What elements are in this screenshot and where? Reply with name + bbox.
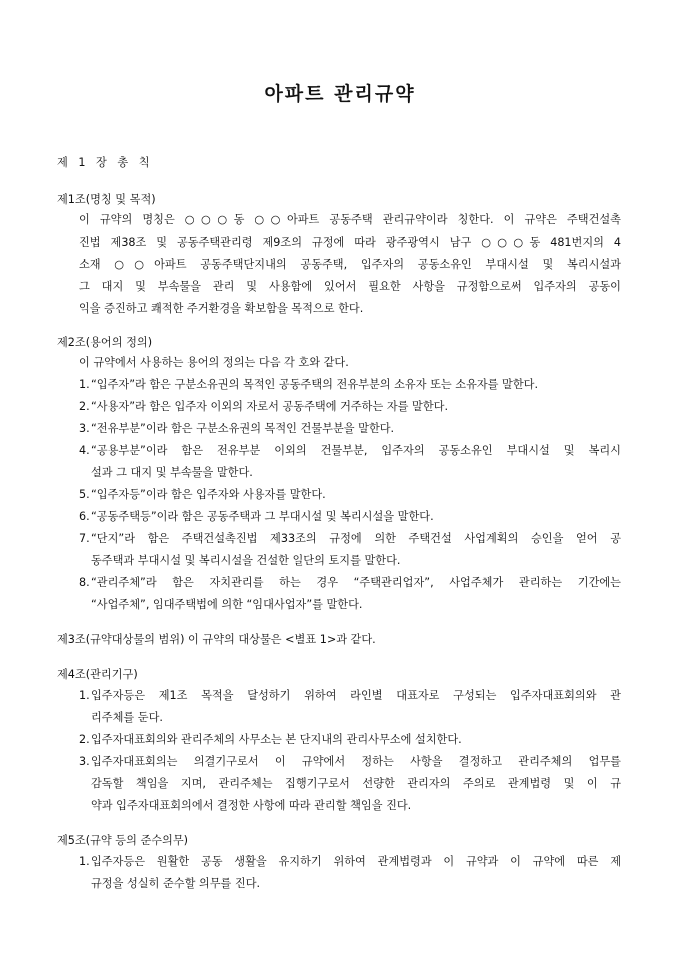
definition-item: “입주자등”이라 함은 입주자와 사용자를 말한다.	[91, 488, 326, 501]
item-number: 3.	[79, 755, 90, 768]
definition-item: “공동주택등”이라 함은 공동주택과 그 부대시설 및 복리시설을 말한다.	[91, 510, 434, 523]
item-number: 2.	[79, 400, 90, 413]
definition-item-continuation: 동주택과 부대시설 및 복리시설을 건설한 일단의 토지를 말한다.	[91, 554, 401, 567]
definition-item: “전유부분”이라 함은 구분소유권의 목적인 건물부분을 말한다.	[91, 422, 395, 435]
article-2-intro: 이 규약에서 사용하는 용어의 정의는 다음 각 호와 같다.	[79, 356, 349, 369]
definition-item: “관리주체”라 함은 자치관리를 하는 경우 “주택관리업자”, 사업주체가 관리하는 기간에는	[91, 576, 621, 589]
chapter-heading: 제 1 장 총 칙	[57, 156, 151, 169]
clause-item-continuation: 리주체를 둔다.	[91, 711, 163, 724]
item-number: 6.	[79, 510, 90, 523]
item-number: 8.	[79, 576, 90, 589]
item-number: 1.	[79, 378, 90, 391]
clause-item-continuation: 규정을 성실히 준수할 의무를 진다.	[91, 877, 261, 890]
item-number: 3.	[79, 422, 90, 435]
item-number: 5.	[79, 488, 90, 501]
definition-item-continuation: “사업주체”, 임대주택법에 의한 “임대사업자”를 말한다.	[91, 598, 363, 611]
definition-item: “공용부분”이라 함은 전유부분 이외의 건물부분, 입주자의 공동소유인 부대시설 및 복리시	[91, 444, 621, 457]
item-number: 4.	[79, 444, 90, 457]
definition-item: “단지”라 함은 주택건설촉진법 제33조의 규정에 의한 주택건설 사업계획의 승인을 얻어 공	[91, 532, 621, 545]
document-title: 아파트 관리규약	[264, 83, 416, 105]
item-number: 1.	[79, 855, 90, 868]
clause-item-continuation: 감독할 책임을 지며, 관리주체는 집행기구로서 선량한 관리자의 주의로 관계법령 및 이 규	[91, 777, 621, 790]
article-4-heading: 제4조(관리기구)	[57, 668, 138, 681]
item-number: 7.	[79, 532, 90, 545]
clause-item: 입주자등은 원활한 공동 생활을 유지하기 위하여 관계법령과 이 규약과 이 규약에 따른 제	[91, 855, 621, 868]
clause-item: 입주자대표회의와 관리주체의 사무소는 본 단지내의 관리사무소에 설치한다.	[91, 733, 462, 746]
article-1-text-line: 그 대지 및 부속물을 관리 및 사용함에 있어서 필요한 사항을 규정함으로써 입주자의 공동이	[79, 280, 621, 293]
article-1-text-line: 진법 제38조 및 공동주택관리령 제9조의 규정에 따라 광주광역시 남구 ○○○동 481번지의 4	[79, 236, 621, 249]
article-1-heading: 제1조(명칭 및 목적)	[57, 193, 156, 206]
definition-item: “사용자”라 함은 입주자 이외의 자로서 공동주택에 거주하는 자를 말한다.	[91, 400, 449, 413]
article-1-text-line: 소재 ○○아파트 공동주택단지내의 공동주택, 입주자의 공동소유인 부대시설 및 복리시설과	[79, 258, 621, 271]
article-1-text-line: 이 규약의 명칭은 ○○○동 ○○아파트 공동주택 관리규약이라 칭한다. 이 규약은 주택건설촉	[79, 213, 621, 226]
clause-item: 입주자대표회의는 의결기구로서 이 규약에서 정하는 사항을 결정하고 관리주체의 업무를	[91, 755, 621, 768]
article-3-heading: 제3조(규약대상물의 범위) 이 규약의 대상물은 <별표 1>과 같다.	[57, 633, 376, 646]
clause-item-continuation: 약과 입주자대표회의에서 결정한 사항에 따라 관리할 책임을 진다.	[91, 799, 412, 812]
item-number: 2.	[79, 733, 90, 746]
definition-item: “입주자”라 함은 구분소유권의 목적인 공동주택의 전유부분의 소유자 또는 소유자를 말한다.	[91, 378, 539, 391]
article-5-heading: 제5조(규약 등의 준수의무)	[57, 834, 189, 847]
article-2-heading: 제2조(용어의 정의)	[57, 336, 153, 349]
clause-item: 입주자등은 제1조 목적을 달성하기 위하여 라인별 대표자로 구성되는 입주자대표회의와 관	[91, 689, 621, 702]
item-number: 1.	[79, 689, 90, 702]
article-1-text-line: 익을 증진하고 쾌적한 주거환경을 확보함을 목적으로 한다.	[79, 302, 364, 315]
definition-item-continuation: 설과 그 대지 및 부속물을 말한다.	[91, 466, 253, 479]
